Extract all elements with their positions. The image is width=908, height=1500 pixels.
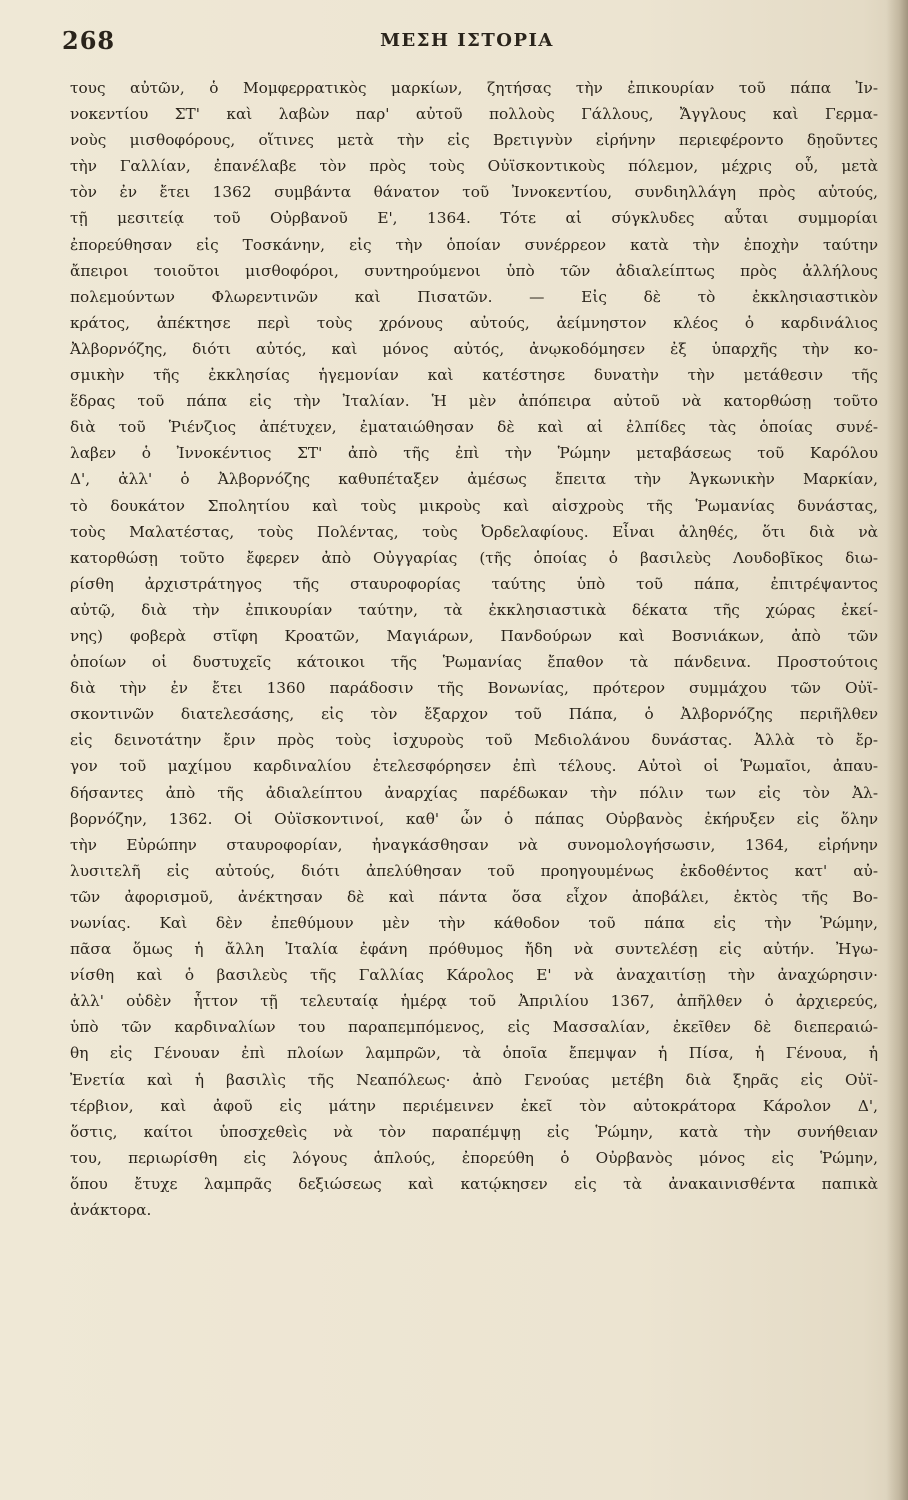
text-line: αὐτῷ, διὰ τὴν ἐπικουρίαν ταύτην, τὰ ἐκκλησιαστικὰ δέκατα τῆς χώρας ἐκεί- bbox=[70, 600, 878, 619]
text-line: τὴν Γαλλίαν, ἐπανέλαβε τὸν πρὸς τοὺς Οὐϊσκοντικοὺς πόλεμον, μέχρις οὗ, μετὰ bbox=[70, 157, 878, 176]
text-line: ὅστις, καίτοι ὑποσχεθεὶς νὰ τὸν παραπέμψῃ εἰς Ῥώμην, κατὰ τὴν συνήθειαν bbox=[70, 1122, 878, 1141]
text-line: ὁποίων οἱ δυστυχεῖς κάτοικοι τῆς Ῥωμανίας ἔπαθον τὰ πάνδεινα. Προστούτοις bbox=[70, 653, 878, 672]
text-line: νοκεντίου ΣΤ' καὶ λαβὼν παρ' αὐτοῦ πολλοὺς Γάλλους, Ἄγγλους καὶ Γερμα- bbox=[70, 105, 878, 124]
text-line: τους αὐτῶν, ὁ Μομφερρατικὸς μαρκίων, ζητήσας τὴν ἐπικουρίαν τοῦ πάπα Ἰν- bbox=[70, 79, 878, 97]
text-line: λαβεν ὁ Ἰννοκέντιος ΣΤ' ἀπὸ τῆς ἐπὶ τὴν Ῥώμην μεταβάσεως τοῦ Καρόλου bbox=[70, 444, 878, 463]
text-line: ὅπου ἔτυχε λαμπρᾶς δεξιώσεως καὶ κατῴκησεν εἰς τὰ ἀνακαινισθέντα παπικὰ bbox=[70, 1174, 878, 1193]
text-line: του, περιωρίσθη εἰς λόγους ἁπλούς, ἐπορεύθη ὁ Οὐρβανὸς μόνος εἰς Ῥώμην, bbox=[70, 1148, 878, 1167]
text-line: Δ', ἀλλ' ὁ Ἀλβορνόζης καθυπέταξεν ἀμέσως ἔπειτα τὴν Ἀγκωνικὴν Μαρκίαν, bbox=[70, 470, 878, 489]
text-line: θη εἰς Γένουαν ἐπὶ πλοίων λαμπρῶν, τὰ ὁποῖα ἔπεμψαν ἡ Πίσα, ἡ Γένουα, ἡ bbox=[70, 1044, 878, 1063]
text-line: δήσαντες ἀπὸ τῆς ἀδιαλείπτου ἀναρχίας παρέδωκαν τὴν πόλιν των εἰς τὸν Ἀλ- bbox=[70, 783, 878, 802]
running-head: ΜΕΣΗ ΙΣΤΟΡΙΑ bbox=[380, 30, 554, 51]
body-text bbox=[70, 75, 878, 1223]
text-line: Ἀλβορνόζης, διότι αὐτός, καὶ μόνος αὐτός, ἀνῳκοδόμησεν ἐξ ὑπαρχῆς τὴν κο- bbox=[70, 339, 878, 358]
text-line: τοὺς Μαλατέστας, τοὺς Πολέντας, τοὺς Ὀρδελαφίους. Εἶναι ἀληθές, ὅτι διὰ νὰ bbox=[70, 522, 878, 541]
text-line: νωνίας. Καὶ δὲν ἐπεθύμουν μὲν τὴν κάθοδον τοῦ πάπα εἰς τὴν Ῥώμην, bbox=[70, 914, 878, 932]
page-number: 268 bbox=[62, 26, 116, 55]
text-line: νοὺς μισθοφόρους, οἵτινες μετὰ τὴν εἰς Βρετιγνὺν εἰρήνην περιεφέροντο δῃοῦντες bbox=[70, 131, 878, 150]
text-line: νης) φοβερὰ στῖφη Κροατῶν, Μαγιάρων, Πανδούρων καὶ Βοσνιάκων, ἀπὸ τῶν bbox=[70, 626, 878, 645]
text-line: ἄπειροι τοιοῦτοι μισθοφόροι, συντηρούμενοι ὑπὸ τῶν ἀδιαλείπτως πρὸς ἀλλήλους bbox=[70, 261, 878, 280]
text-line: εἰς δεινοτάτην ἔριν πρὸς τοὺς ἰσχυροὺς τοῦ Μεδιολάνου δυνάστας. Ἀλλὰ τὸ ἔρ- bbox=[70, 731, 878, 750]
text-line: γον τοῦ μαχίμου καρδιναλίου ἐτελεσφόρησεν ἐπὶ τέλους. Αὐτοὶ οἱ Ῥωμαῖοι, ἀπαυ- bbox=[70, 757, 878, 776]
text-line: Ἐνετία καὶ ἡ βασιλὶς τῆς Νεαπόλεως· ἀπὸ Γενούας μετέβη διὰ ξηρᾶς εἰς Οὐϊ- bbox=[70, 1070, 878, 1089]
text-line: τὸν ἐν ἔτει 1362 συμβάντα θάνατον τοῦ Ἰννοκεντίου, συνδιηλλάγη πρὸς αὐτούς, bbox=[70, 183, 878, 202]
text-line: λυσιτελῆ εἰς αὐτούς, διότι ἀπελύθησαν τοῦ προηγουμένως ἐκδοθέντος κατ' αὐ- bbox=[70, 861, 878, 880]
text-line: τῶν ἀφορισμοῦ, ἀνέκτησαν δὲ καὶ πάντα ὅσα εἶχον ἀποβάλει, ἐκτὸς τῆς Βο- bbox=[70, 887, 878, 906]
text-line: ρίσθη ἀρχιστράτηγος τῆς σταυροφορίας ταύτης ὑπὸ τοῦ πάπα, ἐπιτρέψαντος bbox=[70, 574, 878, 593]
text-line: τὴν Εὐρώπην σταυροφορίαν, ἠναγκάσθησαν νὰ συνομολογήσωσιν, 1364, εἰρήνην bbox=[70, 835, 878, 854]
text-line: ὑπὸ τῶν καρδιναλίων του παραπεμπόμενος, εἰς Μασσαλίαν, ἐκεῖθεν δὲ διεπεραιώ- bbox=[70, 1018, 878, 1037]
text-line: πᾶσα ὅμως ἡ ἄλλη Ἰταλία ἐφάνη πρόθυμος ἤδη νὰ συντελέσῃ εἰς αὐτήν. Ἠγω- bbox=[70, 940, 878, 959]
page-edge-shadow bbox=[886, 0, 908, 1500]
text-line: ἀνάκτορα. bbox=[70, 1201, 152, 1220]
text-line: διὰ τὴν ἐν ἔτει 1360 παράδοσιν τῆς Βονωνίας, πρότερον συμμάχου τῶν Οὐϊ- bbox=[70, 679, 878, 698]
page-header bbox=[62, 26, 872, 66]
text-line: σμικὴν τῆς ἐκκλησίας ἡγεμονίαν καὶ κατέστησε δυνατὴν τὴν μετάθεσιν τῆς bbox=[70, 366, 878, 385]
text-line: κατορθώσῃ τοῦτο ἔφερεν ἀπὸ Οὐγγαρίας (τῆς ὁποίας ὁ βασιλεὺς Λουδοβῖκος διω- bbox=[70, 548, 878, 567]
text-line: ἀλλ' οὐδὲν ἧττον τῇ τελευταίᾳ ἡμέρᾳ τοῦ Ἀπριλίου 1367, ἀπῆλθεν ὁ ἀρχιερεύς, bbox=[70, 992, 878, 1011]
text-line: βορνόζην, 1362. Οἱ Οὐϊσκοντινοί, καθ' ὧν ὁ πάπας Οὐρβανὸς ἐκήρυξεν εἰς ὅλην bbox=[70, 809, 878, 828]
text-line: πολεμούντων Φλωρεντινῶν καὶ Πισατῶν. — Εἰς δὲ τὸ ἐκκλησιαστικὸν bbox=[70, 287, 878, 306]
text-line: διὰ τοῦ Ῥιένζιος ἀπέτυχεν, ἐματαιώθησαν δὲ καὶ αἱ ἐλπίδες τὰς ὁποίας συνέ- bbox=[70, 418, 878, 437]
text-line: ἕδρας τοῦ πάπα εἰς τὴν Ἰταλίαν. Ἡ μὲν ἀπόπειρα αὐτοῦ νὰ κατορθώσῃ τοῦτο bbox=[70, 392, 878, 411]
text-line: τῇ μεσιτείᾳ τοῦ Οὐρβανοῦ Ε', 1364. Τότε αἱ σύγκλυδες αὗται συμμορίαι bbox=[70, 209, 878, 228]
text-line: ἐπορεύθησαν εἰς Τοσκάνην, εἰς τὴν ὁποίαν συνέρρεον κατὰ τὴν ἐποχὴν ταύτην bbox=[70, 235, 878, 254]
text-line: τὸ δουκάτον Σπολητίου καὶ τοὺς μικροὺς καὶ αἰσχροὺς τῆς Ῥωμανίας δυνάστας, bbox=[70, 496, 878, 515]
text-line: σκοντινῶν διατελεσάσης, εἰς τὸν ἔξαρχον τοῦ Πάπα, ὁ Ἀλβορνόζης περιῆλθεν bbox=[70, 705, 878, 724]
text-line: τέρβιον, καὶ ἀφοῦ εἰς μάτην περιέμεινεν ἐκεῖ τὸν αὐτοκράτορα Κάρολον Δ', bbox=[70, 1096, 878, 1115]
text-line: νίσθη καὶ ὁ βασιλεὺς τῆς Γαλλίας Κάρολος Ε' νὰ ἀναχαιτίσῃ τὴν ἀναχώρησιν· bbox=[70, 966, 878, 985]
text-line: κράτος, ἀπέκτησε περὶ τοὺς χρόνους αὐτούς, ἀείμνηστον κλέος ὁ καρδινάλιος bbox=[70, 313, 878, 332]
